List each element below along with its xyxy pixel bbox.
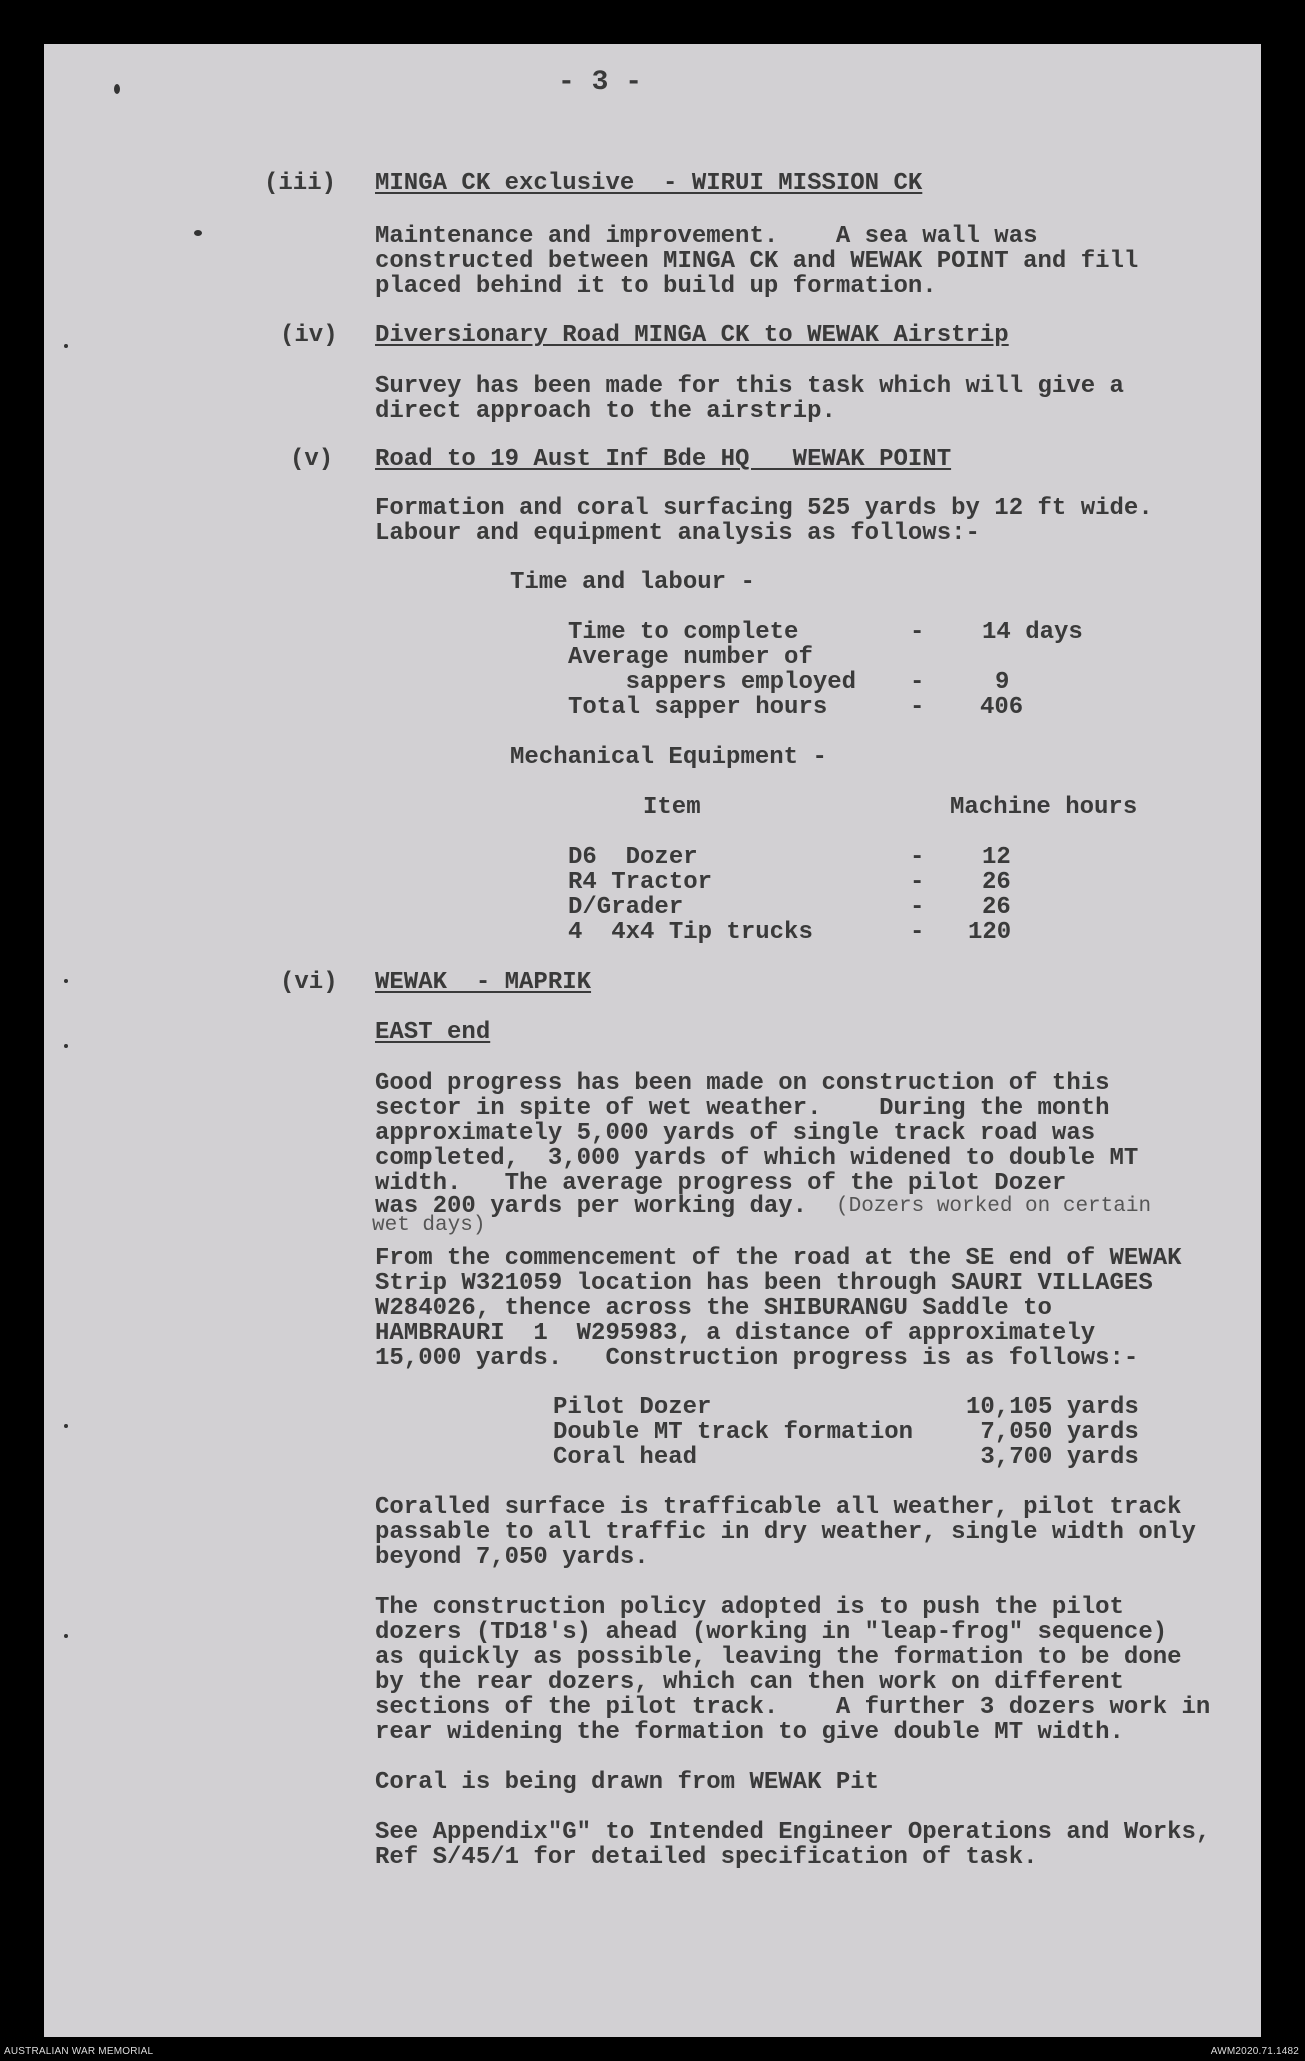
paragraph-line: sector in spite of wet weather. During the month [375,1095,1110,1122]
handtyped-note: (Dozers worked on certain [836,1195,1152,1218]
equipment-item: D6 Dozer [568,844,698,871]
paragraph-line: See Appendix"G" to Intended Engineer Operations and Works, [375,1819,1211,1846]
paragraph-line: W284026, thence across the SHIBURANGU Saddle to [375,1295,1052,1322]
paragraph-line: Survey has been made for this task which will give a [375,373,1124,400]
table-dash: - [910,844,925,871]
section-heading: Road to 19 Aust Inf Bde HQ WEWAK POINT [375,446,952,473]
paragraph-line: 15,000 yards. Construction progress is as follows:- [375,1345,1139,1372]
equipment-item: 4 4x4 Tip trucks [568,919,813,946]
subsection-title: Time and labour - [510,569,755,596]
table-label: Average number of [568,644,813,671]
equipment-hours: 26 [982,869,1011,896]
paragraph-line: completed, 3,000 yards of which widened to double MT [375,1145,1139,1172]
paragraph-line: From the commencement of the road at the SE end of WEWAK [375,1245,1182,1272]
paragraph-line: direct approach to the airstrip. [375,398,836,425]
paper-mark [64,1044,68,1048]
subsection-heading: EAST end [375,1019,491,1046]
footer-archive-name: AUSTRALIAN WAR MEMORIAL [4,2046,154,2057]
table-label: Time to complete [568,619,799,646]
paragraph-line: HAMBRAURI 1 W295983, a distance of approximately [375,1320,1096,1347]
paragraph-line: The construction policy adopted is to push the pilot [375,1594,1124,1621]
equipment-hours: 120 [968,919,1012,946]
progress-value: 3,700 yards [966,1444,1139,1471]
subsection-title: Mechanical Equipment - [510,744,827,771]
paragraph-line: was 200 yards per working day. [375,1193,808,1220]
equipment-hours: 12 [982,844,1011,871]
paper-mark [64,1424,68,1428]
paragraph-line: dozers (TD18's) ahead (working in "leap-frog" sequence) [375,1619,1168,1646]
table-dash: - [910,894,925,921]
paragraph-line: as quickly as possible, leaving the formation to be done [375,1644,1182,1671]
equipment-item: D/Grader [568,894,684,921]
paper-mark [114,84,120,94]
paragraph-line: Ref S/45/1 for detailed specification of task. [375,1844,1038,1871]
table-dash: - [910,619,925,646]
paragraph-line: by the rear dozers, which can then work on different [375,1669,1124,1696]
progress-label: Pilot Dozer [553,1394,712,1421]
paragraph-line: rear widening the formation to give double MT width. [375,1719,1124,1746]
table-dash: - [910,919,925,946]
table-dash: - [910,694,925,721]
section-number: (v) [290,446,334,473]
progress-label: Double MT track formation [553,1419,914,1446]
table-value: 14 days [982,619,1083,646]
paragraph-line: passable to all traffic in dry weather, single width only [375,1519,1196,1546]
paper-mark [194,230,202,236]
section-heading: Diversionary Road MINGA CK to WEWAK Airstrip [375,322,1009,349]
paragraph-line: Formation and coral surfacing 525 yards by 12 ft wide. [375,495,1153,522]
footer-catalog-id: AWM2020.71.1482 [1210,2046,1299,2057]
paragraph-line: sections of the pilot track. A further 3 dozers work in [375,1694,1211,1721]
column-header-hours: Machine hours [950,794,1138,821]
paragraph-line: Labour and equipment analysis as follows:- [375,520,980,547]
table-value: 406 [980,694,1024,721]
paragraph-line: Maintenance and improvement. A sea wall was [375,223,1038,250]
paragraph-line: approximately 5,000 yards of single track road was [375,1120,1096,1147]
paragraph-line: Coralled surface is trafficable all weather, pilot track [375,1494,1182,1521]
equipment-hours: 26 [982,894,1011,921]
table-dash: - [910,669,925,696]
progress-value: 10,105 yards [966,1394,1139,1421]
paragraph-line: constructed between MINGA CK and WEWAK POINT and fill [375,248,1139,275]
table-value: 9 [995,669,1010,696]
paragraph-line: Good progress has been made on construction of this [375,1070,1110,1097]
section-heading: WEWAK - MAPRIK [375,969,592,996]
table-label: sappers employed [568,669,857,696]
column-header-item: Item [643,794,701,821]
table-label: Total sapper hours [568,694,828,721]
progress-value: 7,050 yards [966,1419,1139,1446]
paragraph-line: placed behind it to build up formation. [375,273,937,300]
paragraph-line: beyond 7,050 yards. [375,1544,649,1571]
section-number: (vi) [280,969,338,996]
equipment-item: R4 Tractor [568,869,713,896]
paper-mark [64,344,68,348]
paragraph-line: Coral is being drawn from WEWAK Pit [375,1769,880,1796]
handtyped-note: wet days) [372,1214,486,1237]
paragraph-line: width. The average progress of the pilot Dozer [375,1170,1067,1197]
table-dash: - [910,869,925,896]
paper-mark [64,979,68,983]
section-number: (iv) [280,322,338,349]
section-heading: MINGA CK exclusive - WIRUI MISSION CK [375,170,923,197]
section-number: (iii) [264,170,337,197]
progress-label: Coral head [553,1444,698,1471]
page-number: - 3 - [558,67,643,98]
paragraph-line: Strip W321059 location has been through SAURI VILLAGES [375,1270,1153,1297]
paper-mark [64,1634,68,1638]
